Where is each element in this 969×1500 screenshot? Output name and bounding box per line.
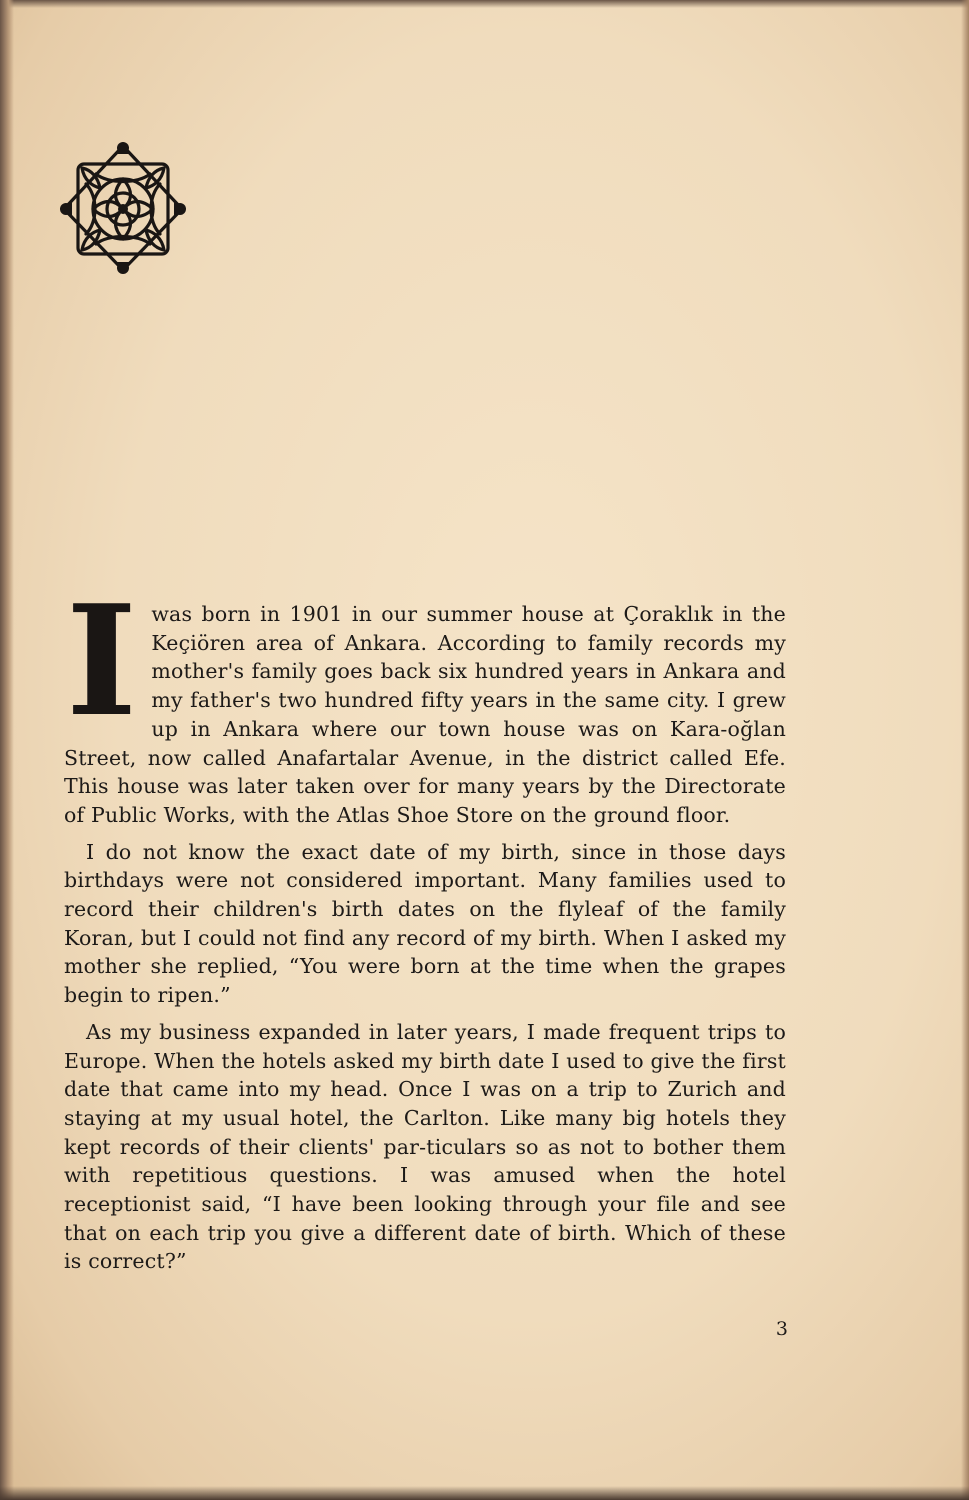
drop-cap: I [66, 571, 138, 750]
paragraph-3: As my business expanded in later years, I made frequent trips to Europe. When the hotels asked my birth date I used to give the first date that came into my head. Once I was on a trip to Zurich and staying at my usual hotel, the Carlton. Like many big hotels they kept records of their clients' par-ticulars so as not to bother them with repetitious questions. I was amused when the hotel receptionist said, “I have been looking through your file and see that on each trip you give a different date of birth. Which of these is correct?” [64, 1019, 786, 1274]
page-bottom-edge [0, 1486, 969, 1500]
page-right-edge [961, 0, 969, 1500]
paragraph-1-text: was born in 1901 in our summer house at Çoraklık in the Keçiören area of Ankara. According to family records my mother's family goes back six hundred years in Ankara and my father's two hundred fifty years in the same city. I grew up in Ankara where our town house was on Kara-oğlan Street, now called Anafartalar Avenue, in the district called Efe. This house was later taken over for many years by the Directorate of Public Works, with the Atlas Shoe Store on the ground floor. [64, 602, 786, 827]
paragraph-2: I do not know the exact date of my birth, since in those days birthdays were not considered important. Many families used to record their children's birth dates on the flyleaf of the family Koran, but I could not find any record of my birth. When I asked my mother she replied, “You were born at the time when the grapes begin to ripen.” [64, 839, 786, 1008]
arabesque-rosette-icon [58, 140, 188, 276]
paragraph-1 [64, 571, 786, 830]
page-number: 3 [775, 1318, 788, 1340]
body-text [64, 571, 786, 1276]
page-spine-shadow [0, 0, 14, 1500]
page-top-edge [0, 0, 969, 8]
